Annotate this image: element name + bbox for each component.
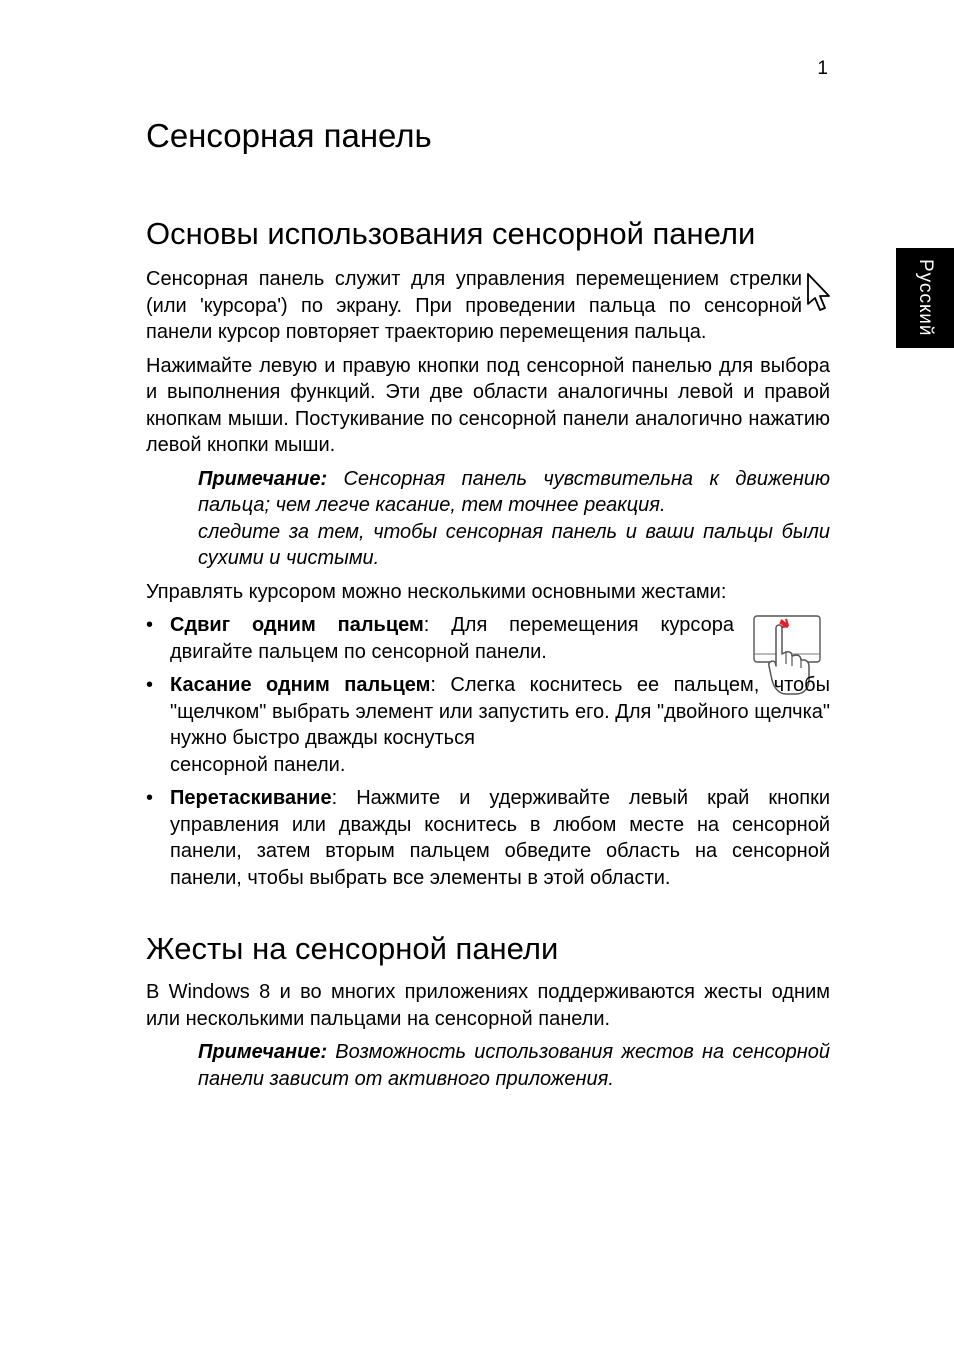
note-block bbox=[198, 466, 830, 572]
intro-paragraph-block bbox=[146, 266, 830, 346]
buttons-paragraph: Нажимайте левую и правую кнопки под сенсорной панелью для выбора и выполнения функций. Эти две области аналогичны левой и правой кнопкам мыши. Постукивание по сенсорной панели аналогично нажатию левой кнопки мыши. bbox=[146, 354, 830, 456]
note-label: Примечание: bbox=[198, 467, 328, 490]
gesture-description: : Слегка коснитесь ее пальцем, чтобы "щелчком" выбрать элемент или запустить его. Для "двойного щелчка" нужно быстро дважды коснуться bbox=[170, 674, 831, 749]
gesture-list bbox=[146, 612, 830, 891]
cursor-arrow-icon bbox=[806, 272, 832, 314]
page-number: 1 bbox=[817, 58, 828, 79]
section-heading-basics: Основы использования сенсорной панели bbox=[146, 216, 756, 251]
gesture-description: : Для перемещения курсора двигайте пальцем по сенсорной панели. bbox=[170, 614, 734, 663]
list-item: • Сдвиг одним пальцем: Для перемещения курсора двигайте пальцем по сенсорной панели. bbox=[146, 614, 734, 663]
note-2-line bbox=[198, 1039, 830, 1092]
section-heading-gestures: Жесты на сенсорной панели bbox=[146, 931, 559, 966]
note-text-1: Сенсорная панель чувствительна к движению пальца; чем легче касание, тем точнее реакция. bbox=[198, 467, 830, 516]
language-tab bbox=[896, 248, 954, 348]
note-label: Примечание: bbox=[198, 1041, 328, 1063]
intro-paragraph: Сенсорная панель служит для управления перемещением стрелки (или 'курсора') по экрану. При проведении пальца по сенсорной панели курсор повторяет траекторию перемещения пальца. bbox=[146, 268, 802, 343]
list-item: • Перетаскивание: Нажмите и удерживайте левый край кнопки управления или дважды коснитесь в любом месте на сенсорной панели, затем вторым пальцем обведите область на сенсорной панели, чтобы выбрать все элементы в этой области. bbox=[146, 787, 830, 889]
language-tab-label: Русский bbox=[915, 259, 936, 337]
gesture-term: Перетаскивание bbox=[170, 787, 332, 809]
gesture-term: Касание одним пальцем bbox=[170, 674, 431, 696]
page-content bbox=[146, 112, 830, 1099]
gestures-intro: Управлять курсором можно несколькими основными жестами: bbox=[146, 580, 727, 603]
gesture-description: : Нажмите и удерживайте левый край кнопки управления или дважды коснитесь в любом месте на сенсорной панели, затем вторым пальцем обведите область на сенсорной панели, чтобы выбрать все элементы в этой области. bbox=[170, 787, 830, 889]
gesture-description-trailing: сенсорной панели. bbox=[170, 753, 346, 776]
note-line-1 bbox=[198, 466, 830, 519]
note-block-2 bbox=[198, 1039, 830, 1092]
note-text: Возможность использования жестов на сенсорной панели зависит от активного приложения. bbox=[198, 1041, 830, 1090]
gesture-term: Сдвиг одним пальцем bbox=[170, 614, 424, 636]
list-item: • Касание одним пальцем: Слегка коснитесь ее пальцем, чтобы "щелчком" выбрать элемент или запустить его. Для "двойного щелчка" нужно быстро дважды коснуться сенсорной панели. bbox=[146, 672, 830, 778]
note-line-2: следите за тем, чтобы сенсорная панель и ваши пальцы были сухими и чистыми. bbox=[198, 520, 830, 569]
windows-paragraph: В Windows 8 и во многих приложениях поддерживаются жесты одним или несколькими пальцами на сенсорной панели. bbox=[146, 981, 830, 1030]
page-title: Сенсорная панель bbox=[146, 117, 432, 154]
